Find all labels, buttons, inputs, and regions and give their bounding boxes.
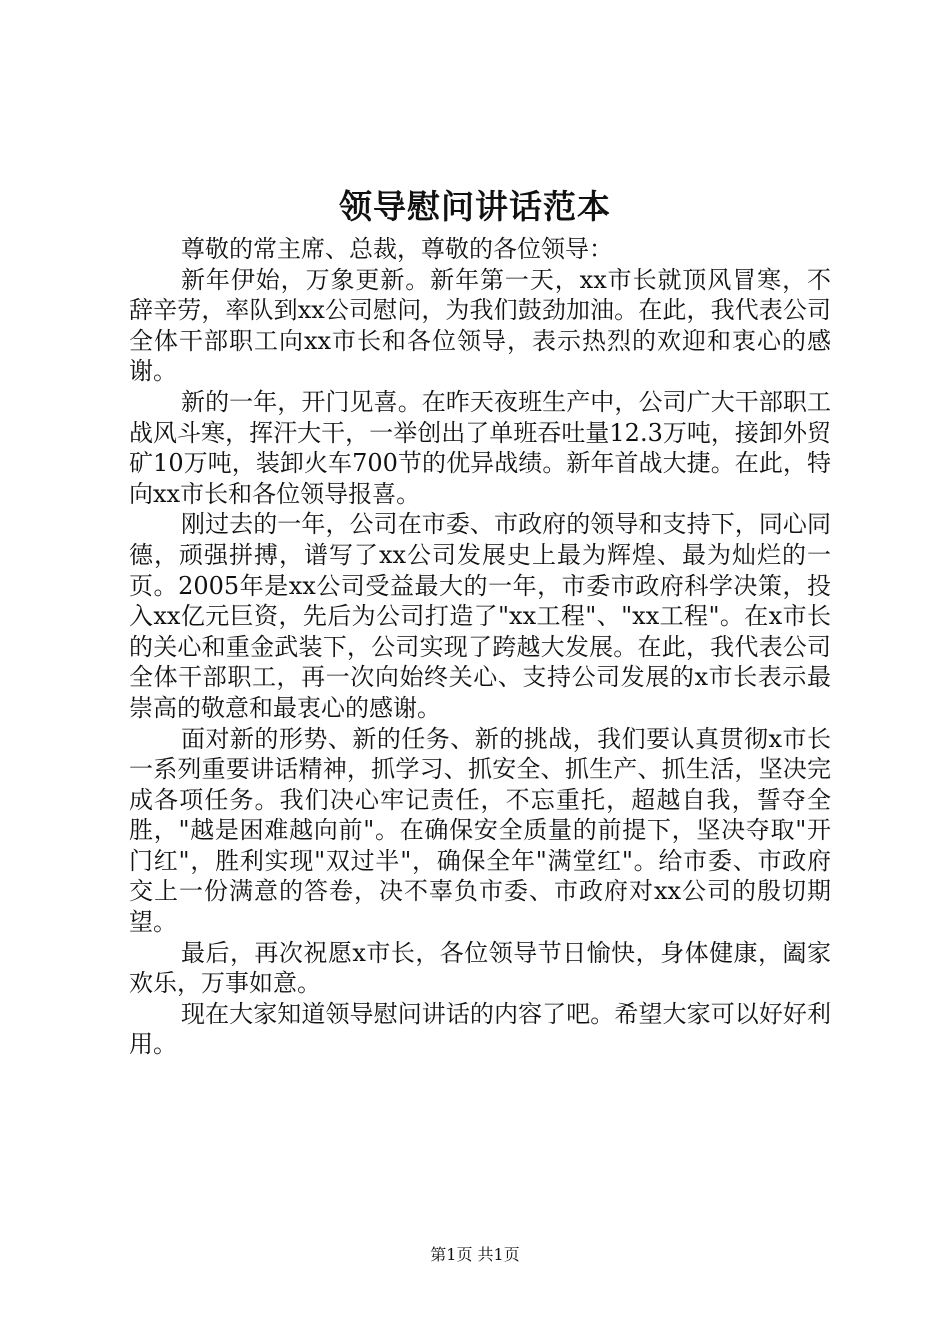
salutation-paragraph: 尊敬的常主席、总裁，尊敬的各位领导： bbox=[181, 235, 613, 263]
body-paragraph: 新年伊始，万象更新。新年第一天，xx市长就顶风冒寒，不辞辛劳，率队到xx公司慰问，为我们鼓劲加油。在此，我代表公司全体干部职工向xx市长和各位领导，表示热烈的欢迎和衷心的感谢。 bbox=[129, 265, 831, 386]
body-paragraph: 面对新的形势、新的任务、新的挑战，我们要认真贯彻x市长一系列重要讲话精神，抓学习、抓安全、抓生产、抓生活，坚决完成各项任务。我们决心牢记责任，不忘重托，超越自我，誓夺全胜，"越是困难越向前"。在确保安全质量的前提下，坚决夺取"开门红"，胜利实现"双过半"，确保全年"满堂红"。给市委、市政府交上一份满意的答卷，决不辜负市委、市政府对xx公司的殷切期望。 bbox=[129, 724, 831, 937]
body-paragraph: 最后，再次祝愿x市长，各位领导节日愉快，身体健康，阖家欢乐，万事如意。 bbox=[129, 938, 831, 998]
page-number-footer: 第1页 共1页 bbox=[430, 1245, 520, 1264]
closing-paragraph: 现在大家知道领导慰问讲话的内容了吧。希望大家可以好好利用。 bbox=[129, 999, 831, 1059]
document-body bbox=[129, 234, 831, 1060]
document-title: 领导慰问讲话范本 bbox=[339, 187, 611, 226]
body-paragraph: 刚过去的一年，公司在市委、市政府的领导和支持下，同心同德，顽强拼搏，谱写了xx公司发展史上最为辉煌、最为灿烂的一页。2005年是xx公司受益最大的一年，市委市政府科学决策，投入xx亿元巨资，先后为公司打造了"xx工程"、"xx工程"。在x市长的关心和重金武装下，公司实现了跨越大发展。在此，我代表公司全体干部职工，再一次向始终关心、支持公司发展的x市长表示最崇高的敬意和最衷心的感谢。 bbox=[129, 510, 831, 722]
body-paragraph: 新的一年，开门见喜。在昨天夜班生产中，公司广大干部职工战风斗寒，挥汗大干，一举创出了单班吞吐量12.3万吨，接卸外贸矿10万吨，装卸火车700节的优异战绩。新年首战大捷。在此，特向xx市长和各位领导报喜。 bbox=[129, 387, 831, 508]
